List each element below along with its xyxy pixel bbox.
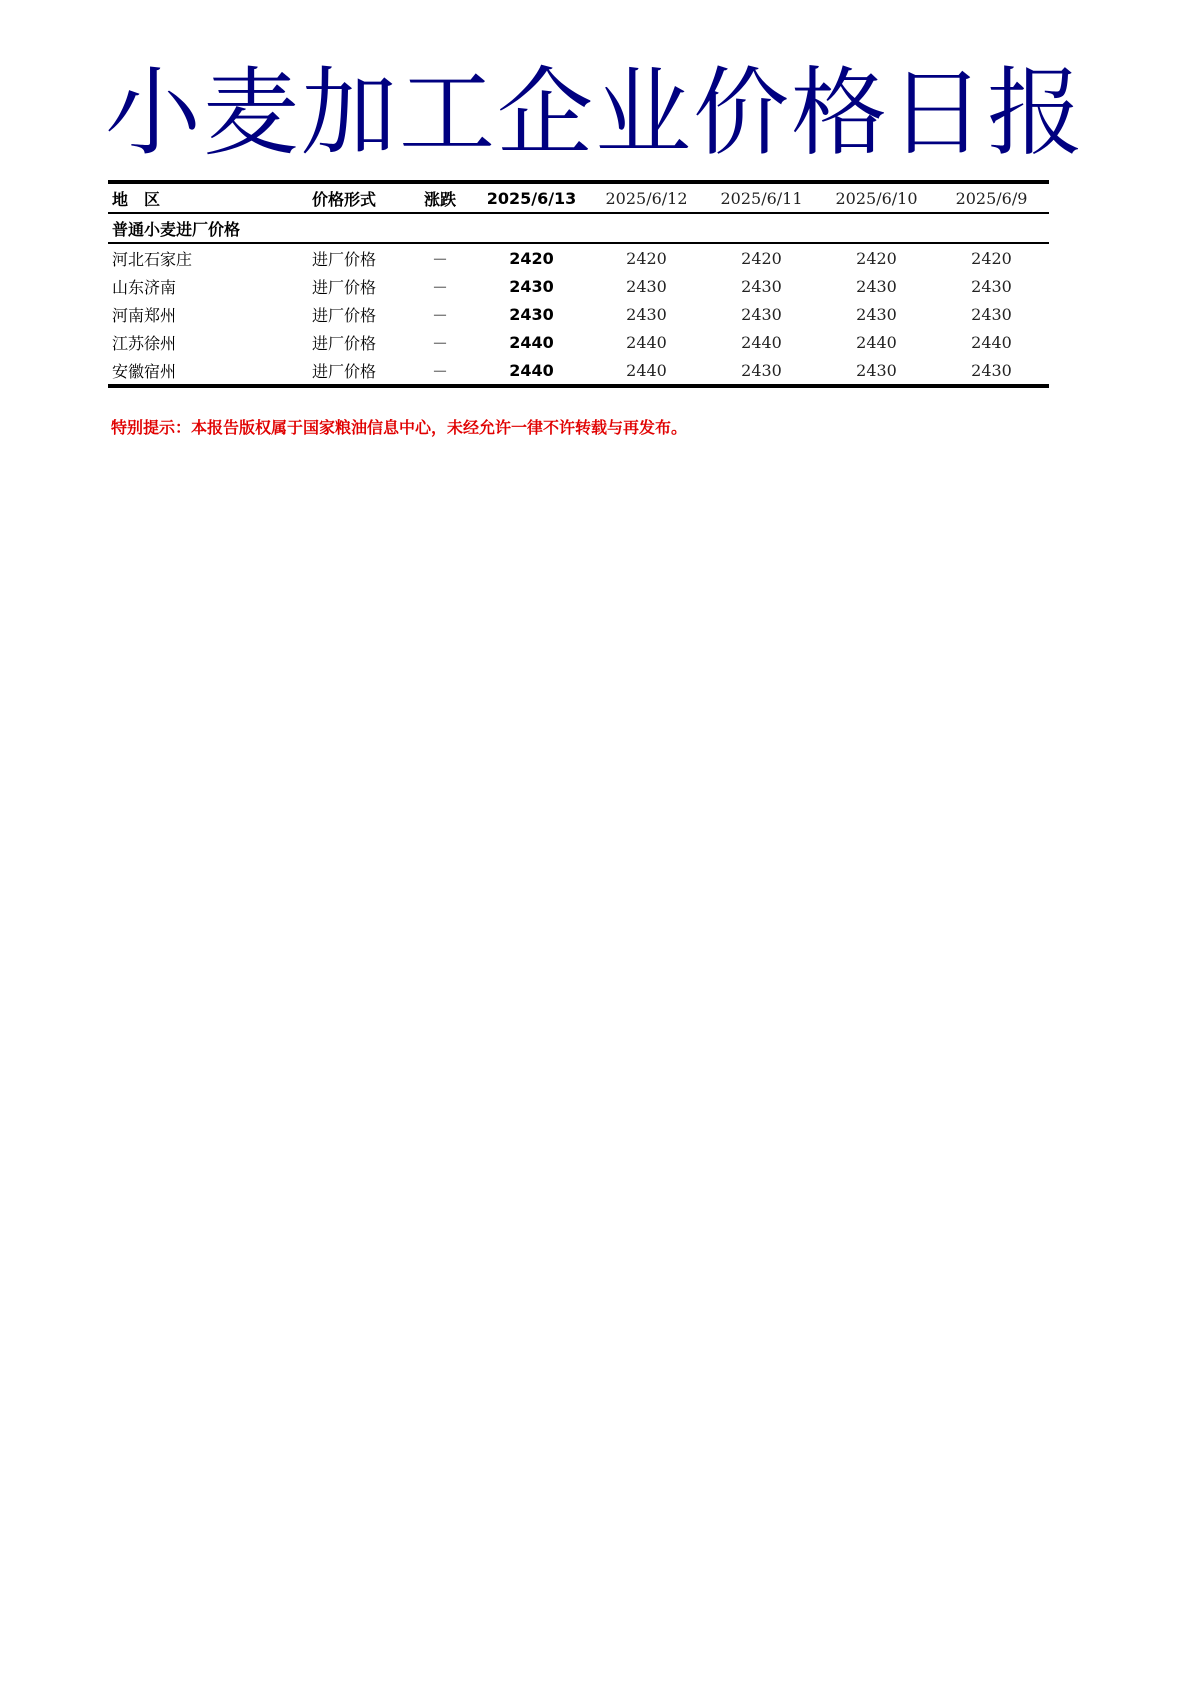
price-cell: 2440	[741, 332, 782, 352]
price-cell: 2430	[856, 276, 897, 296]
change-cell: －	[431, 305, 448, 325]
price-form-cell: 进厂价格	[312, 305, 377, 325]
region-cell: 河北石家庄	[112, 249, 193, 269]
price-cell: 2440	[626, 360, 667, 380]
section-label: 普通小麦进厂价格	[108, 213, 406, 243]
price-cell: 2430	[856, 360, 897, 380]
header-date: 2025/6/11	[704, 182, 819, 213]
header-date: 2025/6/9	[934, 182, 1049, 213]
price-cell: 2430	[626, 276, 667, 296]
price-cell: 2440	[626, 332, 667, 352]
current-price-cell: 2440	[509, 332, 554, 352]
price-cell: 2430	[741, 360, 782, 380]
price-form-cell: 进厂价格	[312, 249, 377, 269]
table-row	[108, 300, 1049, 328]
change-cell: －	[431, 249, 448, 269]
price-form-cell: 进厂价格	[312, 361, 377, 381]
price-cell: 2440	[971, 332, 1012, 352]
price-cell: 2430	[971, 360, 1012, 380]
header-date: 2025/6/12	[589, 182, 704, 213]
report-title: 小麦加工企业价格日报	[105, 57, 1085, 169]
price-cell: 2420	[741, 248, 782, 268]
price-cell: 2430	[971, 304, 1012, 324]
header-price-form: 价格形式	[308, 182, 406, 213]
table-header-row	[108, 182, 1049, 213]
change-cell: －	[431, 361, 448, 381]
header-date-current: 2025/6/13	[474, 182, 589, 213]
table-row	[108, 243, 1049, 272]
price-form-cell: 进厂价格	[312, 277, 377, 297]
header-region: 地 区	[108, 182, 308, 213]
table-row	[108, 328, 1049, 356]
copyright-notice: 特别提示：本报告版权属于国家粮油信息中心，未经允许一律不许转载与再发布。	[111, 418, 688, 437]
price-form-cell: 进厂价格	[312, 333, 377, 353]
change-cell: －	[431, 333, 448, 353]
current-price-cell: 2430	[509, 304, 554, 324]
price-cell: 2420	[971, 248, 1012, 268]
section-row	[108, 213, 1049, 243]
change-cell: －	[431, 277, 448, 297]
table-row	[108, 272, 1049, 300]
price-cell: 2440	[856, 332, 897, 352]
current-price-cell: 2430	[509, 276, 554, 296]
region-cell: 安徽宿州	[112, 361, 177, 381]
table-row	[108, 356, 1049, 386]
price-cell: 2420	[856, 248, 897, 268]
header-change: 涨跌	[406, 182, 474, 213]
region-cell: 山东济南	[112, 277, 177, 297]
header-date: 2025/6/10	[819, 182, 934, 213]
price-cell: 2430	[856, 304, 897, 324]
price-cell: 2420	[626, 248, 667, 268]
price-cell: 2430	[741, 276, 782, 296]
current-price-cell: 2440	[509, 360, 554, 380]
price-cell: 2430	[971, 276, 1012, 296]
current-price-cell: 2420	[509, 248, 554, 268]
price-cell: 2430	[626, 304, 667, 324]
price-cell: 2430	[741, 304, 782, 324]
region-cell: 江苏徐州	[112, 333, 177, 353]
region-cell: 河南郑州	[112, 305, 177, 325]
price-table	[108, 180, 1049, 388]
